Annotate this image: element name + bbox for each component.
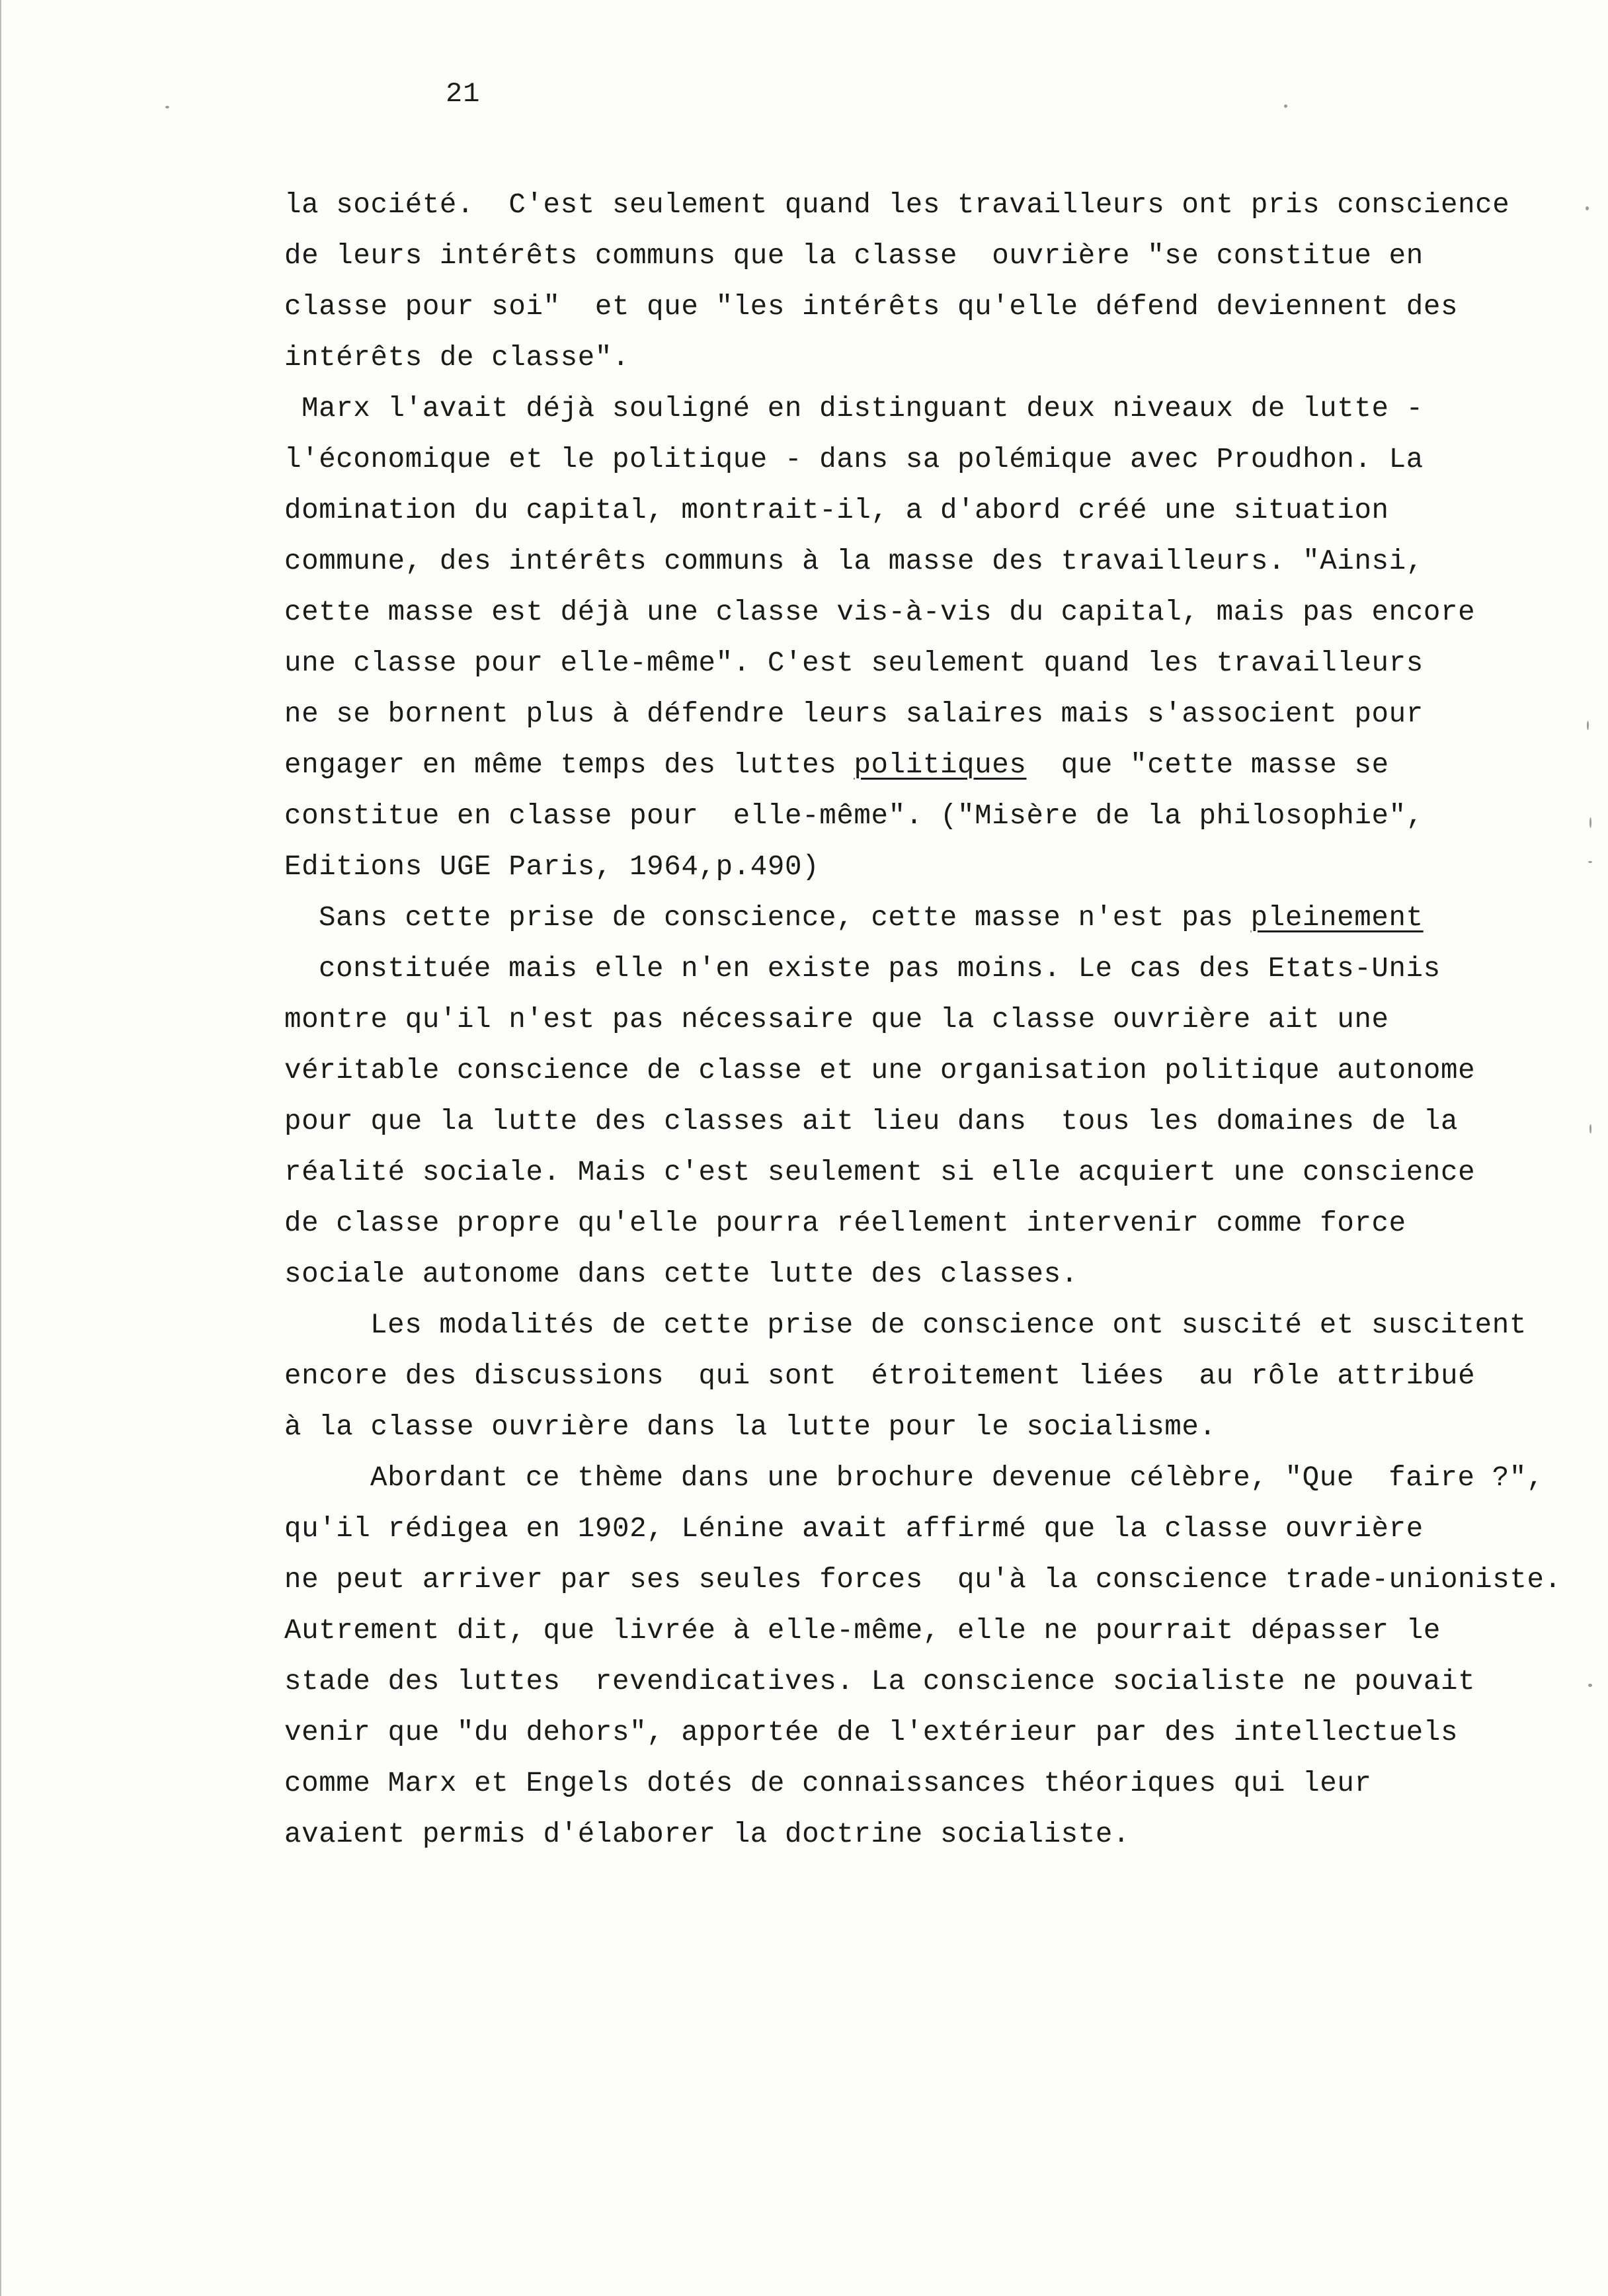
text-line xyxy=(284,791,1580,842)
text-span: pour que la lutte des classes ait lieu dans tous les domaines de la xyxy=(284,1106,1459,1137)
underlined-word: pleinement xyxy=(1250,902,1424,934)
text-line xyxy=(284,1096,1580,1147)
text-span: classe pour soi" et que "les intérêts qu'elle défend deviennent des xyxy=(284,291,1459,323)
text-span: qu'il rédigea en 1902, Lénine avait affirmé que la classe ouvrière xyxy=(284,1513,1424,1545)
text-line xyxy=(284,1453,1580,1504)
text-line xyxy=(284,434,1580,485)
text-span: encore des discussions qui sont étroitement liées au rôle attribué xyxy=(284,1360,1476,1392)
text-line xyxy=(284,1504,1580,1555)
text-line xyxy=(284,384,1580,434)
text-span: la société. C'est seulement quand les travailleurs ont pris conscience xyxy=(284,189,1510,221)
text-line xyxy=(284,842,1580,893)
text-line xyxy=(284,1555,1580,1606)
text-line xyxy=(284,1606,1580,1657)
text-span: constituée mais elle n'en existe pas moins. Le cas des Etats-Unis xyxy=(319,953,1441,985)
scan-speck xyxy=(1587,721,1589,730)
text-line xyxy=(284,1402,1580,1453)
text-line xyxy=(284,1198,1580,1249)
text-span: sociale autonome dans cette lutte des classes. xyxy=(284,1258,1078,1290)
scan-speck xyxy=(1588,861,1592,863)
page-number: 21 xyxy=(446,78,481,110)
text-line xyxy=(284,231,1580,282)
text-line xyxy=(284,587,1580,638)
text-span: ne se bornent plus à défendre leurs salaires mais s'associent pour xyxy=(284,698,1424,730)
scan-speck xyxy=(1589,817,1591,828)
scan-speck xyxy=(1586,206,1589,210)
text-span: domination du capital, montrait-il, a d'abord créé une situation xyxy=(284,495,1389,526)
text-line xyxy=(284,180,1580,231)
scan-speck xyxy=(1588,1684,1592,1687)
text-line xyxy=(284,1147,1580,1198)
text-span: Les modalités de cette prise de conscience ont suscité et suscitent xyxy=(370,1309,1527,1341)
text-span: engager en même temps des luttes xyxy=(284,749,854,781)
scan-speck xyxy=(165,106,169,108)
text-span: ne peut arriver par ses seules forces qu'à la conscience trade-unioniste. xyxy=(284,1564,1562,1596)
text-line xyxy=(284,1809,1580,1860)
scan-speck xyxy=(1589,1124,1591,1133)
text-line xyxy=(284,1351,1580,1402)
text-span: comme Marx et Engels dotés de connaissances théoriques qui leur xyxy=(284,1768,1372,1799)
text-line xyxy=(284,1300,1580,1351)
text-line xyxy=(284,689,1580,740)
scan-speck xyxy=(1284,104,1287,108)
text-line xyxy=(284,944,1580,995)
text-line xyxy=(284,282,1580,333)
text-span: intérêts de classe". xyxy=(284,342,630,374)
text-line xyxy=(284,536,1580,587)
text-line xyxy=(284,333,1580,384)
text-span: Abordant ce thème dans une brochure devenue célèbre, "Que faire ?", xyxy=(370,1462,1545,1494)
text-line xyxy=(284,1249,1580,1300)
text-span: constitue en classe pour elle-même". ("Misère de la philosophie", xyxy=(284,800,1424,832)
text-line xyxy=(284,1657,1580,1707)
text-span: une classe pour elle-même". C'est seulement quand les travailleurs xyxy=(284,647,1424,679)
text-span: stade des luttes revendicatives. La conscience socialiste ne pouvait xyxy=(284,1666,1476,1698)
underlined-word: politiques xyxy=(854,749,1027,781)
text-span: que "cette masse se xyxy=(1026,749,1389,781)
text-line xyxy=(284,1758,1580,1809)
text-span: commune, des intérêts communs à la masse des travailleurs. "Ainsi, xyxy=(284,546,1424,577)
text-line xyxy=(284,1707,1580,1758)
text-span: véritable conscience de classe et une organisation politique autonome xyxy=(284,1055,1476,1086)
text-span: à la classe ouvrière dans la lutte pour le socialisme. xyxy=(284,1411,1217,1443)
text-line xyxy=(284,995,1580,1046)
text-span: l'économique et le politique - dans sa polémique avec Proudhon. La xyxy=(284,444,1424,475)
text-line xyxy=(284,485,1580,536)
text-span: de leurs intérêts communs que la classe ouvrière "se constitue en xyxy=(284,240,1424,272)
text-line xyxy=(284,740,1580,791)
text-span: Sans cette prise de conscience, cette masse n'est pas xyxy=(319,902,1251,934)
text-line xyxy=(284,893,1580,944)
text-span: Marx l'avait déjà souligné en distinguant deux niveaux de lutte - xyxy=(302,393,1424,425)
text-span: Autrement dit, que livrée à elle-même, elle ne pourrait dépasser le xyxy=(284,1615,1441,1647)
text-span: cette masse est déjà une classe vis-à-vis du capital, mais pas encore xyxy=(284,596,1476,628)
text-span: de classe propre qu'elle pourra réellement intervenir comme force xyxy=(284,1208,1406,1239)
text-span: Editions UGE Paris, 1964,p.490) xyxy=(284,851,820,883)
text-span: avaient permis d'élaborer la doctrine socialiste. xyxy=(284,1819,1131,1850)
body-text xyxy=(284,180,1580,1860)
text-span: montre qu'il n'est pas nécessaire que la classe ouvrière ait une xyxy=(284,1004,1389,1036)
text-span: réalité sociale. Mais c'est seulement si elle acquiert une conscience xyxy=(284,1157,1476,1188)
text-line xyxy=(284,638,1580,689)
text-line xyxy=(284,1046,1580,1096)
text-span: venir que "du dehors", apportée de l'extérieur par des intellectuels xyxy=(284,1717,1459,1748)
